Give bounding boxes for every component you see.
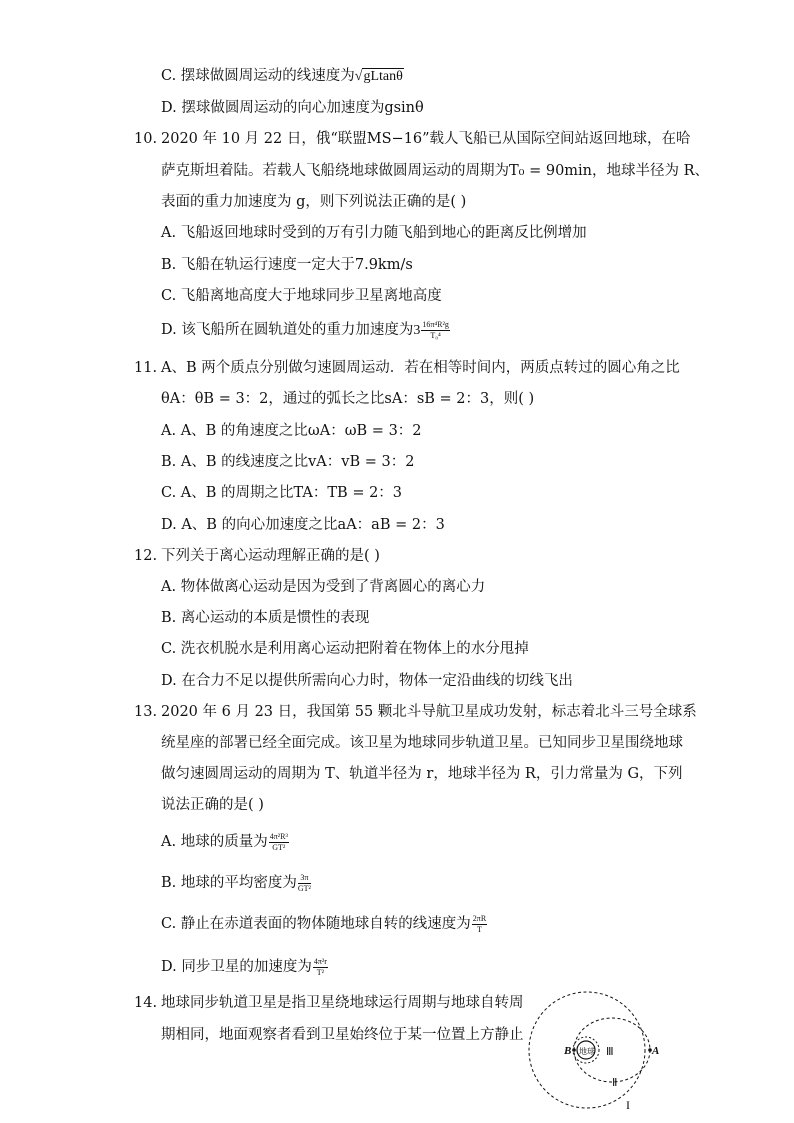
q10-option-a: A. 飞船返回地球时受到的万有引力随飞船到地心的距离反比例增加 (161, 225, 587, 241)
q13-option-a-fraction (269, 833, 289, 852)
q13-option-b (161, 873, 311, 893)
q11-option-a: A. A、B 的角速度之比ωA：ωB = 3：2 (161, 423, 422, 439)
label-earth: 地球 (579, 1047, 595, 1056)
q12-stem-line1: 下列关于离心运动理解正确的是( ) (161, 548, 380, 564)
q14-stem-line2: 期相同，地面观察者看到卫星始终位于某一位置上方静止 (161, 1027, 524, 1043)
q14-stem-line1: 地球同步轨道卫星是指卫星绕地球运行周期与地球自转周 (161, 995, 524, 1011)
q13-option-d-text: D. 同步卫星的加速度为 (161, 959, 312, 975)
q13-option-d-denominator: T² (316, 967, 325, 977)
q13-option-c-denominator: T (477, 924, 482, 934)
label-ii: Ⅱ (612, 1077, 618, 1089)
q12-option-a: A. 物体做离心运动是因为受到了背离圆心的离心力 (161, 579, 486, 595)
q10-option-d-denominator: T₀⁴ (430, 330, 441, 340)
q12-option-b: B. 离心运动的本质是惯性的表现 (161, 610, 370, 626)
q13-stem-line1: 2020 年 6 月 23 日，我国第 55 颗北斗导航卫星成功发射，标志着北斗三号全球系 (161, 704, 697, 720)
q10-option-b: B. 飞船在轨运行速度一定大于7.9km/s (161, 257, 413, 273)
q11-stem-line1: A、B 两个质点分别做匀速圆周运动．若在相等时间内，两质点转过的圆心角之比 (161, 360, 680, 376)
q13-option-a (161, 832, 289, 852)
q10-option-d-text: D. 该飞船所在圆轨道处的重力加速度为 (161, 322, 414, 338)
q10-option-d-fraction (421, 321, 450, 340)
q10-option-d-root-index: 3 (413, 323, 421, 338)
q13-option-c-numerator: 2πR (472, 913, 487, 923)
label-b: B (564, 1045, 572, 1057)
q13-option-b-text: B. 地球的平均密度为 (161, 875, 297, 891)
q10-option-d-numerator: 16π⁴R²g (422, 319, 449, 329)
q13-option-b-numerator: 3π (298, 874, 311, 884)
q13-option-c-fraction (472, 915, 487, 934)
q13-option-b-denominator: GT² (297, 883, 311, 893)
q13-option-d (161, 957, 328, 977)
q13-stem-line2: 统星座的部署已经全面完成。该卫星为地球同步轨道卫星。已知同步卫星围绕地球 (161, 735, 683, 751)
q13-option-c-text: C. 静止在赤道表面的物体随地球自转的线速度为 (161, 916, 471, 932)
q9-option-d: D. 摆球做圆周运动的向心加速度为gsinθ (161, 100, 424, 116)
q13-stem-line4: 说法正确的是( ) (161, 797, 264, 813)
q13-option-a-numerator: 4π²R³ (269, 831, 288, 841)
q11-option-c: C. A、B 的周期之比TA：TB = 2：3 (161, 485, 403, 501)
q12-option-d: D. 在合力不足以提供所需向心力时，物体一定沿曲线的切线飞出 (161, 673, 573, 689)
q10-stem-line2: 萨克斯坦着陆。若载人飞船绕地球做圆周运动的周期为T₀ = 90min，地球半径为 R、 (161, 163, 710, 179)
q10-number: 10. (134, 131, 158, 147)
point-b-dot (572, 1048, 576, 1052)
q10-stem-line3: 表面的重力加速度为 g，则下列说法正确的是( ) (161, 194, 467, 210)
q13-option-a-text: A. 地球的质量为 (161, 834, 268, 850)
q10-stem-line1: 2020 年 10 月 22 日，俄“联盟MS−16”载人飞船已从国际空间站返回地球，在哈 (161, 131, 691, 147)
q10-option-c: C. 飞船离地高度大于地球同步卫星离地高度 (161, 288, 442, 304)
q9-option-c-sqrt: √gLtanθ (354, 69, 403, 84)
q11-option-d: D. A、B 的向心加速度之比aA：aB = 2：3 (161, 517, 445, 533)
label-i: I (626, 1098, 630, 1112)
q12-option-c: C. 洗衣机脱水是利用离心运动把附着在物体上的水分甩掉 (161, 641, 529, 657)
label-a: A (652, 1045, 660, 1057)
q10-option-d (161, 320, 450, 341)
q13-option-d-numerator: 4π²r (313, 956, 327, 966)
q13-option-b-fraction (298, 874, 311, 893)
q11-number: 11. (134, 360, 158, 376)
q11-option-b: B. A、B 的线速度之比vA：vB = 3：2 (161, 454, 415, 470)
q9-option-c-radicand: gLtanθ (363, 69, 403, 84)
q13-number: 13. (134, 704, 158, 720)
q12-number: 12. (134, 548, 158, 564)
q11-stem-line2: θA：θB = 3：2，通过的弧长之比sA：sB = 2：3，则( ) (161, 391, 535, 407)
q13-stem-line3: 做匀速圆周运动的周期为 T、轨道半径为 r，地球半径为 R，引力常量为 G，下列 (161, 766, 683, 782)
q9-option-c (161, 66, 404, 87)
q13-option-d-fraction (313, 958, 328, 977)
q13-option-a-denominator: GT² (272, 842, 286, 852)
q13-option-c (161, 914, 487, 934)
q14-number: 14. (134, 995, 158, 1011)
orbit-diagram (522, 988, 692, 1113)
label-iii: Ⅲ (606, 1046, 614, 1058)
q9-option-c-text: C. 摆球做圆周运动的线速度为 (161, 68, 355, 84)
